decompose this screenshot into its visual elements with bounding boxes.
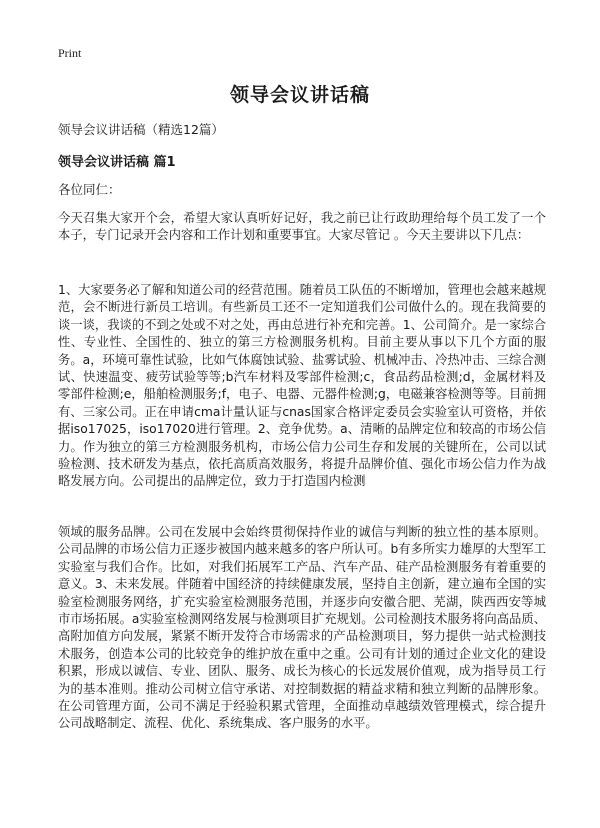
paragraph-intro: 今天召集大家开个会，希望大家认真听好记好，我之前已让行政助理给每个员工发了一个本子，专门记录开会内容和工作计划和重要事宜。大家尽管记 。今天主要讲以下几点： xyxy=(58,211,546,243)
paragraph-scope: 1、大家要务必了解和知道公司的经营范围。随着员工队伍的不断增加，管理也会越来越规范，会不断进行新员工培训。有些新员工还不一定知道我们公司做什么的。现在我简要的谈一谈，我谈的不到之处或不对之处，再由总进行补充和完善。1、公司简介。是一家综合性、专业性、全国性的、独立的第三方检测服务机构。目前主要从事以下几个方面的服务。a，环境可靠性试验，比如气体腐蚀试验、盐雾试验、机械冲击、冷热冲击、三综合测试、快速温变、疲劳试验等等;b汽车材料及零部件检测;c，食品药品检测;d，金属材料及零部件检测;e，船舶检测服务;f，电子、电器、元器件检测;g，电磁兼容检测等等。目前拥有、三家公司。正在申请cma计量认证与cnas国家合格评定委员会实验室认可资格，并依据iso17025，iso17020进行管理。2、竞争优势。a、清晰的品牌定位和较高的市场公信力。作为独立的第三方检测服务机构，市场公信力公司生存和发展的关键所在，公司以试验检测、技术研发为基点，依托高质高效服务，将提升品牌价值、强化市场公信力作为战略发展方向。公司提出的品牌定位，致力于打造国内检测 xyxy=(58,283,546,489)
document-title: 领导会议讲话稿 xyxy=(229,84,370,106)
paragraph-brand: 领域的服务品牌。公司在发展中会始终贯彻保持作业的诚信与判断的独立性的基本原则。公司品牌的市场公信力正逐步被国内越来越多的客户所认可。b有多所实力雄厚的大型军工实验室与我们合作。比如，对我们拓展军工产品、汽车产品、硅产品检测服务有着重要的意义。3、未来发展。伴随着中国经济的持续健康发展，坚持自主创新，建立遍布全国的实验室检测服务网络，扩充实验室检测服务范围，并逐步向安徽合肥、芜湖，陕西西安等城市市场拓展。a实验室检测网络发展与检测项目扩充规划。公司检测技术服务将向高品质、高附加值方向发展，紧紧不断开发符合市场需求的产品检测项目，努力提供一站式检测技术服务，创造本公司的比较竞争的维护放在重中之重。公司有计划的通过企业文化的建设积累，形成以诚信、专业、团队、服务、成长为核心的长远发展价值观，成为指导员工行为的基本准则。推动公司树立信守承诺、对控制数据的精益求精和独立判断的品牌形象。在公司管理方面，公司不满足于经验积累式管理，全面推动卓越绩效管理模式，综合提升公司战略制定、流程、优化、系统集成、客户服务的水平。 xyxy=(58,525,546,731)
greeting: 各位同仁： xyxy=(58,182,121,197)
print-link[interactable]: Print xyxy=(58,46,82,60)
document-subtitle: 领导会议讲话稿（精选12篇） xyxy=(58,122,224,137)
section-heading: 领导会议讲话稿 篇1 xyxy=(58,155,176,170)
